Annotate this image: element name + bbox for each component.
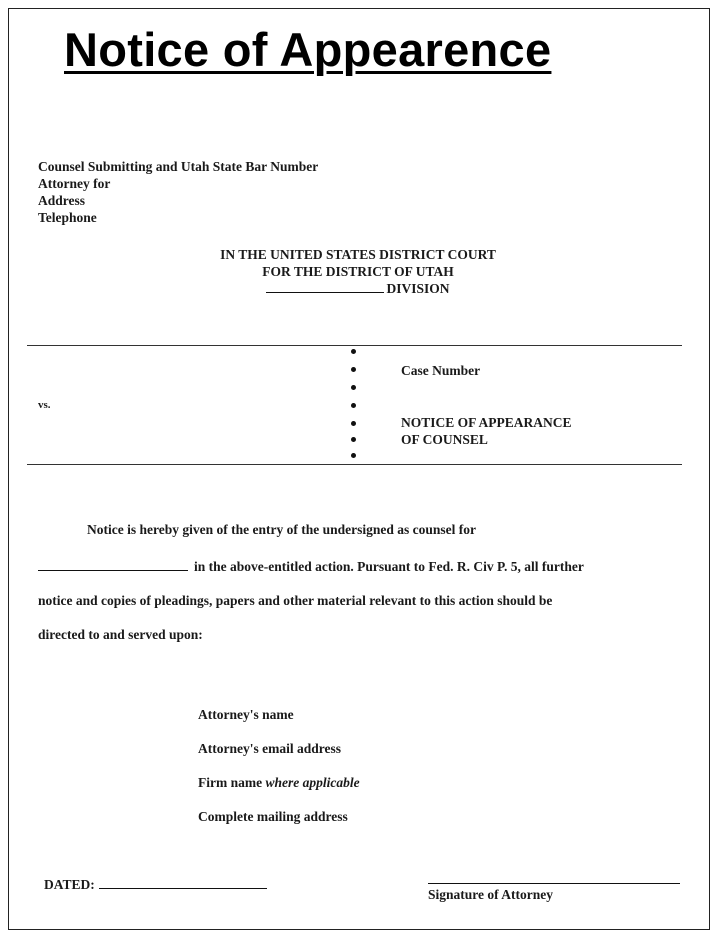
separator-dot — [351, 421, 356, 426]
separator-dot — [351, 453, 356, 458]
body-text-line-1: Notice is hereby given of the entry of the undersigned as counsel for — [87, 522, 476, 537]
body-text-line-3: notice and copies of pleadings, papers and other material relevant to this action should be — [38, 593, 553, 608]
notice-document-title — [401, 414, 572, 448]
mailing-address-field: Complete mailing address — [198, 809, 348, 824]
separator-dot — [351, 349, 356, 354]
attorney-details-list — [198, 707, 360, 843]
court-division-line — [0, 280, 716, 297]
firm-name-qualifier: where applicable — [265, 775, 360, 790]
caption-top-rule — [27, 345, 682, 346]
separator-dot — [351, 367, 356, 372]
caption-bottom-rule — [27, 464, 682, 465]
signature-line[interactable] — [428, 883, 680, 884]
firm-name-field — [198, 775, 360, 809]
body-text-line-2 — [38, 558, 584, 575]
body-text-line-2-text: in the above-entitled action. Pursuant to Fed. R. Civ P. 5, all further — [194, 559, 584, 574]
firm-name-label: Firm name — [198, 775, 263, 790]
notice-title-line-2: OF COUNSEL — [401, 432, 488, 447]
notice-title-line-1: NOTICE OF APPEARANCE — [401, 415, 572, 430]
counsel-line-telephone: Telephone — [38, 210, 97, 225]
counsel-line-address: Address — [38, 193, 86, 208]
dated-row — [44, 876, 267, 893]
division-blank[interactable] — [266, 280, 384, 293]
signature-label: Signature of Attorney — [428, 887, 553, 902]
attorney-name-field: Attorney's name — [198, 707, 294, 722]
court-heading — [0, 246, 716, 297]
case-number-label: Case Number — [401, 363, 481, 378]
page-title: Notice of Appearence — [64, 23, 552, 76]
date-blank[interactable] — [99, 876, 267, 889]
client-name-blank[interactable] — [38, 558, 188, 571]
versus-label: vs. — [38, 399, 51, 411]
counsel-info-block — [38, 158, 318, 226]
division-label: DIVISION — [386, 281, 450, 296]
court-district-line: FOR THE DISTRICT OF UTAH — [262, 264, 454, 279]
separator-dot — [351, 403, 356, 408]
separator-dot — [351, 385, 356, 390]
body-text-line-4: directed to and served upon: — [38, 627, 203, 642]
attorney-email-field: Attorney's email address — [198, 741, 341, 756]
counsel-line-bar-number: Counsel Submitting and Utah State Bar Number — [38, 159, 319, 174]
dated-label: DATED: — [44, 877, 95, 892]
court-name-line: IN THE UNITED STATES DISTRICT COURT — [220, 247, 496, 262]
counsel-line-attorney-for: Attorney for — [38, 176, 111, 191]
separator-dot — [351, 437, 356, 442]
